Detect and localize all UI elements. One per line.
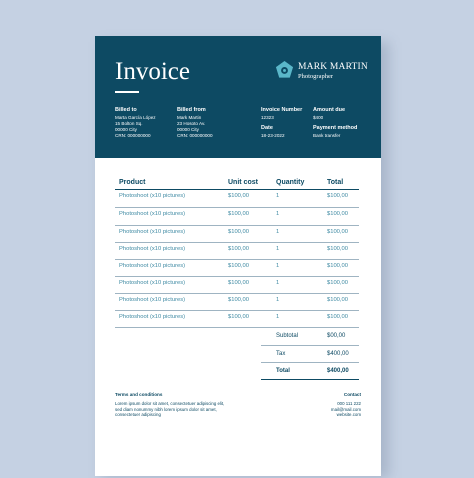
cell-product: Photoshoot (x10 pictures) [119, 229, 186, 235]
cell-product: Photoshoot (x10 pictures) [119, 314, 186, 320]
terms-label: Terms and conditions [115, 392, 163, 397]
cell-total: $100,00 [327, 263, 348, 269]
total-label: Total [276, 368, 290, 374]
invoice-title: Invoice [115, 58, 190, 85]
table-row [115, 190, 359, 207]
terms-line: sed diam nonummy nibh lorem ipsum dolor sit amet, [115, 406, 217, 412]
payment-method-label: Payment method [313, 125, 358, 131]
tax-label: Tax [276, 351, 286, 357]
invoice-header [95, 36, 381, 158]
cell-product: Photoshoot (x10 pictures) [119, 193, 186, 199]
summary-divider [261, 362, 359, 363]
cell-product: Photoshoot (x10 pictures) [119, 263, 186, 269]
title-underline [115, 91, 139, 93]
contact-email: mail@mail.com [330, 406, 361, 412]
column-header-product: Product [119, 179, 146, 186]
billed-to-label: Billed to [115, 107, 137, 113]
billed-from-label: Billed from [177, 107, 206, 113]
tax-value: $400,00 [327, 351, 349, 357]
total-value: $400,00 [327, 368, 349, 374]
pentagon-camera-logo-icon [275, 60, 294, 79]
invoice-sheet [95, 36, 381, 476]
table-row [115, 226, 359, 243]
cell-unit-cost: $100,00 [228, 246, 249, 252]
table-row [115, 208, 359, 225]
contact-label: Contact [343, 392, 361, 397]
cell-total: $100,00 [327, 193, 348, 199]
billed-from-line: 00000 City [177, 127, 199, 132]
billed-from-line: CRN: 000000000 [177, 133, 213, 138]
row-divider [115, 327, 359, 328]
invoice-number-label: Invoice Number [261, 107, 303, 113]
billed-to-line: 00000 City [115, 127, 137, 132]
cell-quantity: 1 [276, 297, 280, 303]
contact-website: website.com [336, 412, 361, 417]
amount-due-value: $400 [313, 115, 324, 120]
cell-total: $100,00 [327, 314, 348, 320]
cell-total: $100,00 [327, 297, 348, 303]
column-header-total: Total [327, 179, 344, 186]
amount-due-label: Amount due [313, 107, 346, 113]
cell-quantity: 1 [276, 263, 280, 269]
brand-name: MARK MARTIN [298, 62, 368, 72]
cell-quantity: 1 [276, 246, 280, 252]
billed-to-line: 15 Bolton Sq. [115, 121, 143, 126]
cell-quantity: 1 [276, 229, 280, 235]
billed-from-line: 23 Hosoto Av. [177, 121, 206, 126]
cell-product: Photoshoot (x10 pictures) [119, 246, 186, 252]
cell-total: $100,00 [327, 246, 348, 252]
cell-unit-cost: $100,00 [228, 280, 249, 286]
table-row [115, 294, 359, 311]
total-divider [261, 379, 359, 380]
terms-line: consectetuer adipiscing [115, 412, 161, 417]
cell-product: Photoshoot (x10 pictures) [119, 211, 186, 217]
billed-from-line: Mark Martin [177, 115, 202, 120]
cell-product: Photoshoot (x10 pictures) [119, 280, 186, 286]
cell-unit-cost: $100,00 [228, 193, 249, 199]
cell-unit-cost: $100,00 [228, 211, 249, 217]
table-row [115, 260, 359, 277]
table-row [115, 243, 359, 260]
billed-to-line: Marta García López [115, 115, 156, 120]
cell-quantity: 1 [276, 280, 280, 286]
payment-method-value: Bank transfer [313, 133, 341, 138]
cell-total: $100,00 [327, 229, 348, 235]
cell-quantity: 1 [276, 211, 280, 217]
contact-phone: 000 111 222 [337, 401, 361, 406]
cell-unit-cost: $100,00 [228, 263, 249, 269]
cell-total: $100,00 [327, 211, 348, 217]
terms-line: Lorem ipsum dolor sit amet, consectetuer adipiscing elit, [115, 401, 225, 406]
subtotal-label: Subtotal [276, 333, 299, 339]
summary-divider [261, 345, 359, 346]
cell-quantity: 1 [276, 314, 280, 320]
cell-product: Photoshoot (x10 pictures) [119, 297, 186, 303]
cell-unit-cost: $100,00 [228, 297, 249, 303]
billed-to-line: CRN: 000000000 [115, 133, 151, 138]
subtotal-value: $00,00 [327, 333, 346, 339]
cell-quantity: 1 [276, 193, 280, 199]
invoice-number-value: 12323 [261, 115, 274, 120]
date-label: Date [261, 125, 273, 131]
table-row [115, 311, 359, 328]
cell-unit-cost: $100,00 [228, 229, 249, 235]
cell-unit-cost: $100,00 [228, 314, 249, 320]
column-header-unit-cost: Unit cost [228, 179, 258, 186]
table-row [115, 277, 359, 294]
cell-total: $100,00 [327, 280, 348, 286]
column-header-quantity: Quantity [276, 179, 305, 186]
brand-subtitle: Photographer [298, 73, 334, 80]
date-value: 18-23-2022 [261, 133, 285, 138]
